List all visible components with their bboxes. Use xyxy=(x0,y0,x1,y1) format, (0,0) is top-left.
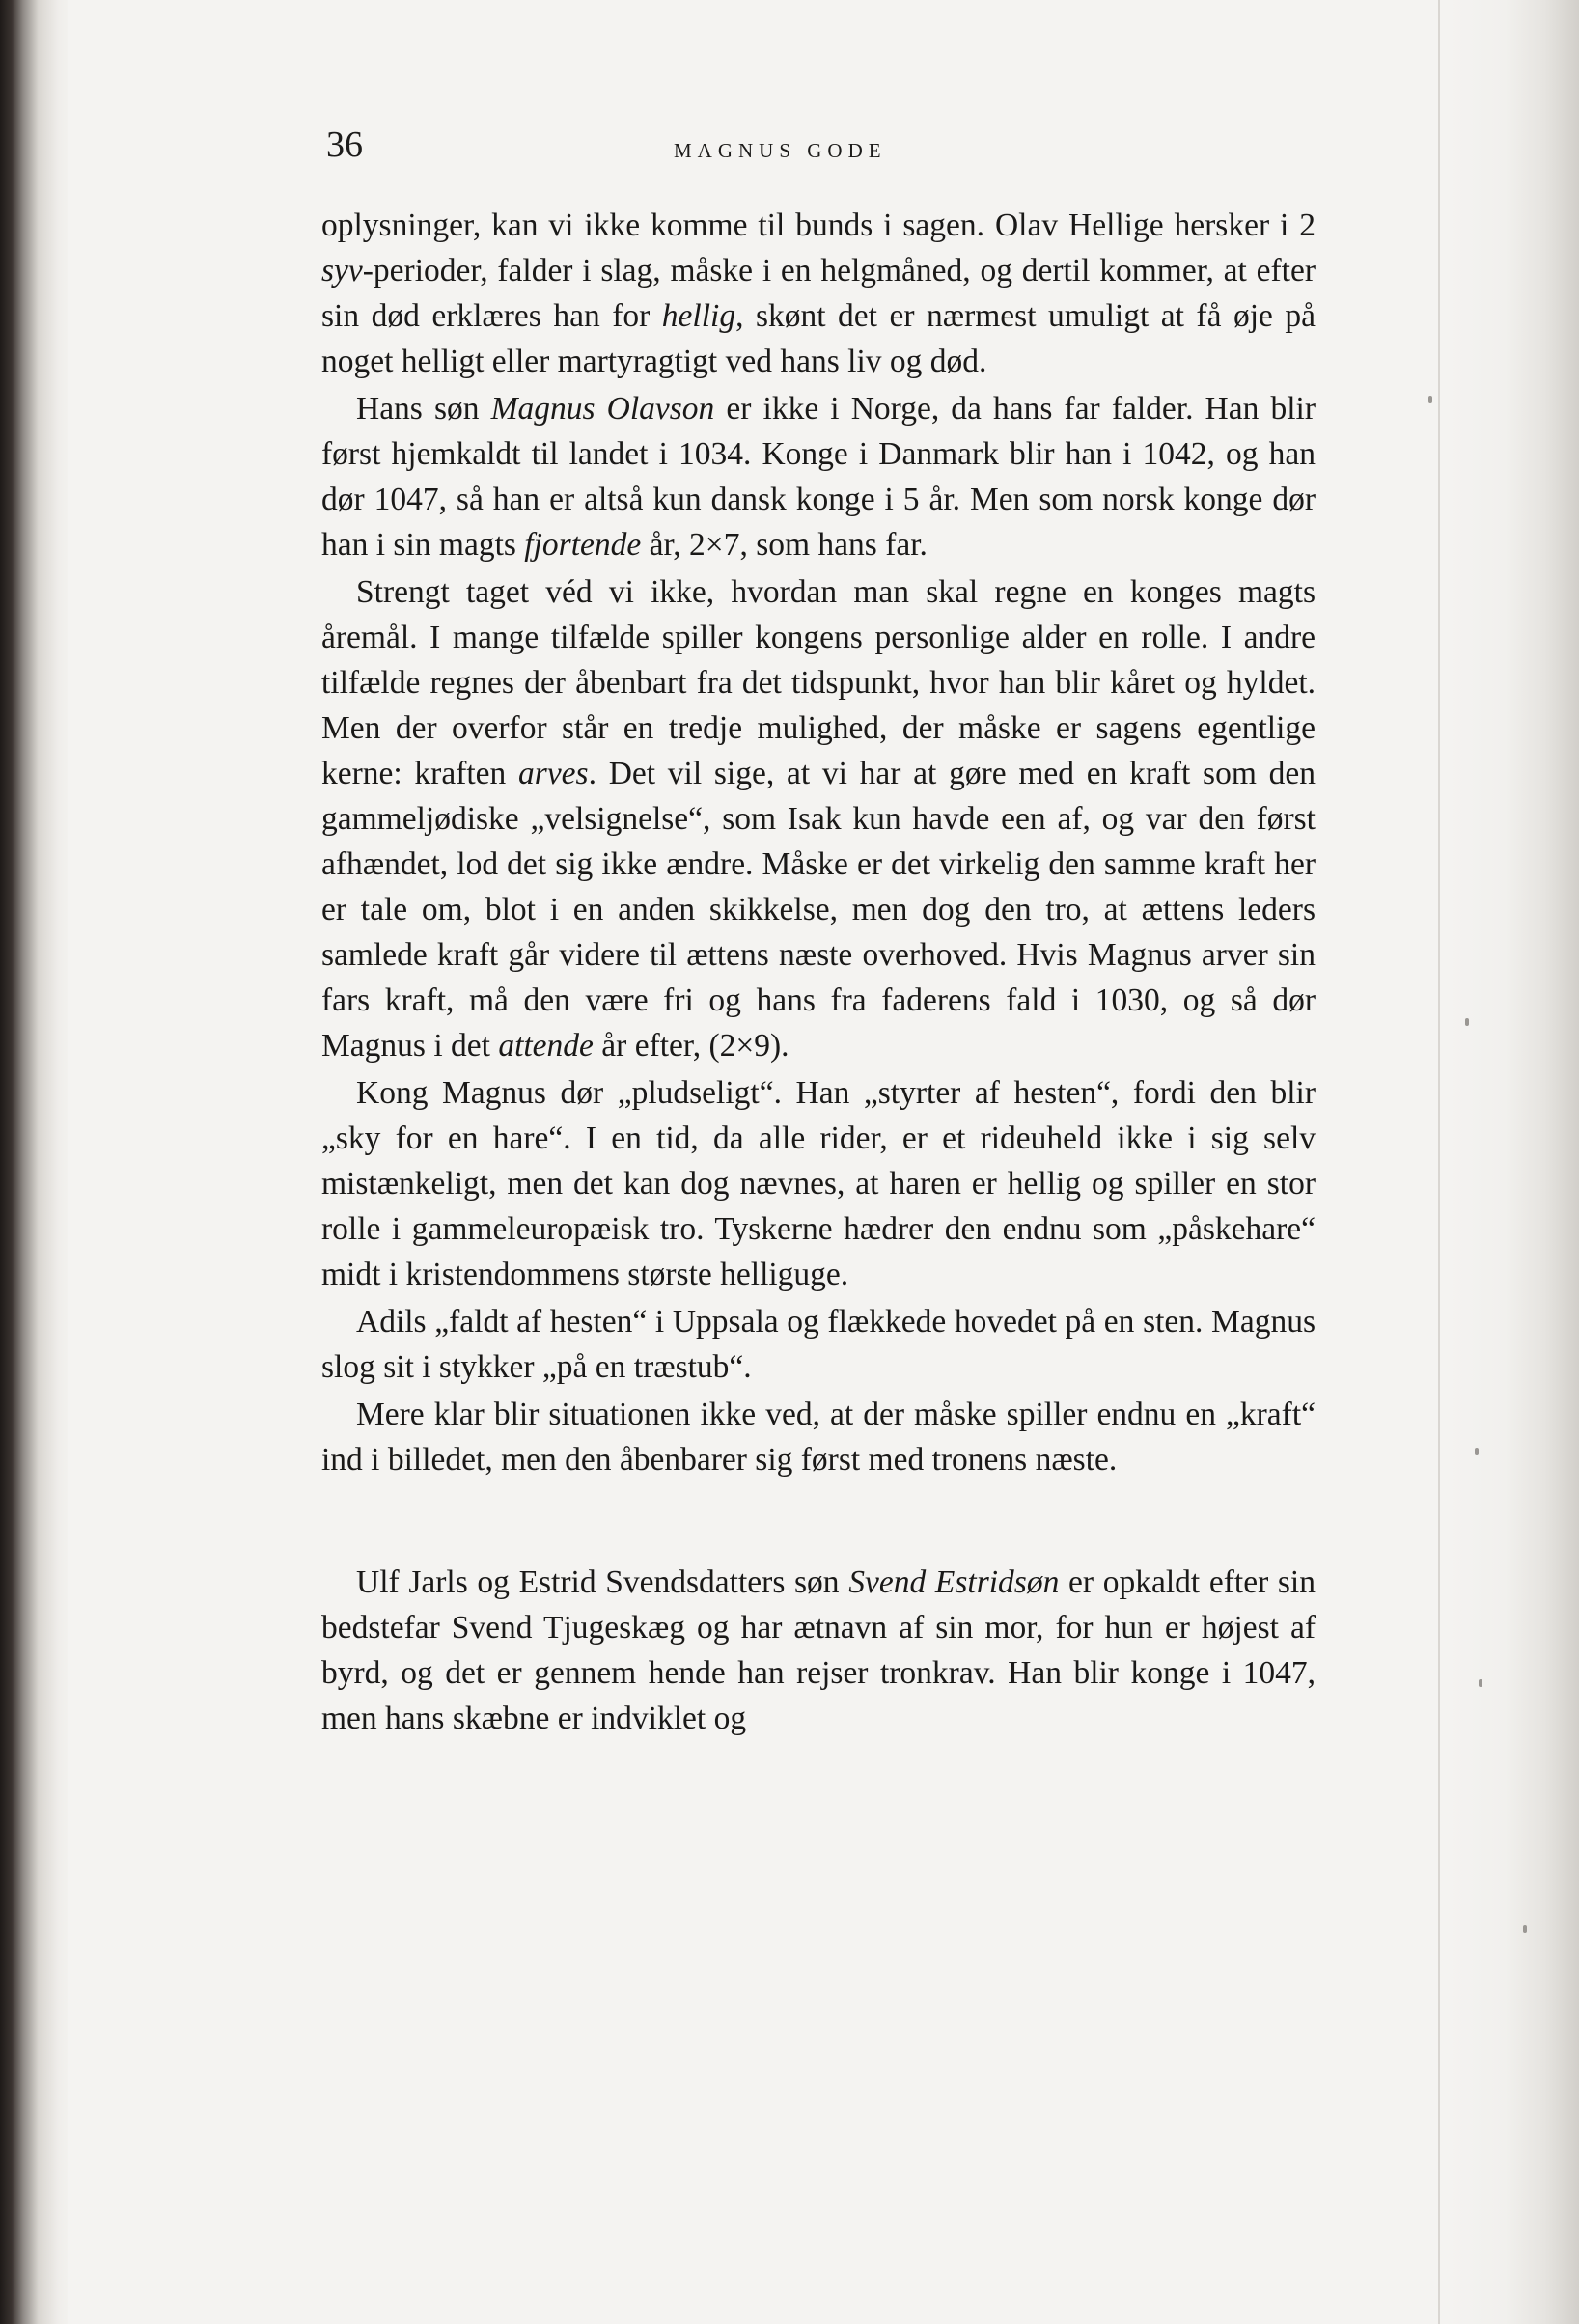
text-run: -perioder, falder i slag, måske i en helgmåned, og dertil kommer, at efter sin død erklæres han for xyxy=(321,253,1316,334)
page-edge-shadow xyxy=(1448,0,1579,2324)
italic-text: attende xyxy=(498,1028,594,1064)
paper-speck xyxy=(1479,1679,1482,1687)
text-run: Strengt taget véd vi ikke, hvordan man skal regne en konges magts åremål. I mange tilfælde spiller kongens personlige alder en rolle. I andre tilfælde regnes der åbenbart fra det tidspunkt, hvor han blir kåret og hyldet. Men der overfor står en tredje mulighed, der måske er sagens egentlige kerne: kraften xyxy=(321,574,1316,791)
text-run: er ikke i Norge, da hans far falder. Han blir først hjemkaldt til landet i 1034. Konge i Danmark blir han i 1042, og han dør 1047, så han er altså kun dansk konge i 5 år. Men som norsk konge dør han i sin magts xyxy=(321,391,1316,563)
paragraph xyxy=(321,1560,1316,1741)
italic-text: Magnus Olavson xyxy=(490,391,715,427)
paragraph xyxy=(321,386,1316,567)
italic-text: hellig xyxy=(661,298,736,334)
body-text xyxy=(321,203,1316,1743)
book-gutter-shadow xyxy=(0,0,68,2324)
paragraph xyxy=(321,1299,1316,1390)
paper-speck xyxy=(1428,396,1432,403)
italic-text: fjortende xyxy=(524,527,642,563)
text-run: Ulf Jarls og Estrid Svendsdatters søn xyxy=(356,1564,849,1600)
italic-text: syv xyxy=(321,253,363,289)
paper-speck xyxy=(1475,1448,1479,1455)
page-fold-line xyxy=(1438,0,1440,2324)
text-run: Adils „faldt af hesten“ i Uppsala og flækkede hovedet på en sten. Magnus slog sit i stykker „på en træstub“. xyxy=(321,1304,1316,1385)
text-run: er opkaldt efter sin bedstefar Svend Tjugeskæg og har ætnavn af sin mor, for hun er højest af byrd, og det er gennem hende han rejser tronkrav. Han blir konge i 1047, men hans skæbne er indviklet og xyxy=(321,1564,1316,1736)
text-run: Kong Magnus dør „pludseligt“. Han „styrter af hesten“, fordi den blir „sky for en hare“. I en tid, da alle rider, er et rideuheld ikke i sig selv mistænkeligt, men det kan dog nævnes, at haren er hellig og spiller en stor rolle i gammeleuropæisk tro. Tyskerne hædrer den endnu som „påskehare“ midt i kristendommens største helliguge. xyxy=(321,1075,1316,1292)
running-head: MAGNUS GODE xyxy=(674,139,887,162)
text-run: oplysninger, kan vi ikke komme til bunds i sagen. Olav Hellige hersker i 2 xyxy=(321,208,1316,243)
paragraph xyxy=(321,1070,1316,1297)
italic-text: Svend Estridsøn xyxy=(848,1564,1060,1600)
italic-text: arves xyxy=(518,756,589,791)
paragraph xyxy=(321,1392,1316,1482)
text-run: Hans søn xyxy=(356,391,491,427)
paper-speck xyxy=(1465,1018,1469,1026)
page-number: 36 xyxy=(326,124,363,165)
text-run: . Det vil sige, at vi har at gøre med en kraft som den gammeljødiske „velsignelse“, som Isak kun havde een af, og var den først afhændet, lod det sig ikke ændre. Måske er det virkelig den samme kraft her er tale om, blot i en anden skikkelse, men dog den tro, at ættens leders samlede kraft går videre til ættens næste overhoved. Hvis Magnus arver sin fars kraft, må den være fri og hans fra faderens fald i 1030, og så dør Magnus i det xyxy=(321,756,1316,1064)
paragraph xyxy=(321,569,1316,1068)
text-run: Mere klar blir situationen ikke ved, at der måske spiller endnu en „kraft“ ind i billedet, men den åbenbarer sig først med tronens næste. xyxy=(321,1397,1316,1478)
text-run: , skønt det er nærmest umuligt at få øje på noget helligt eller martyragtigt ved hans liv og død. xyxy=(321,298,1316,379)
text-run: år efter, (2×9). xyxy=(593,1028,790,1064)
text-run: år, 2×7, som hans far. xyxy=(641,527,928,563)
paper-speck xyxy=(1523,1925,1527,1933)
page-header xyxy=(326,124,1311,181)
paragraph xyxy=(321,203,1316,384)
